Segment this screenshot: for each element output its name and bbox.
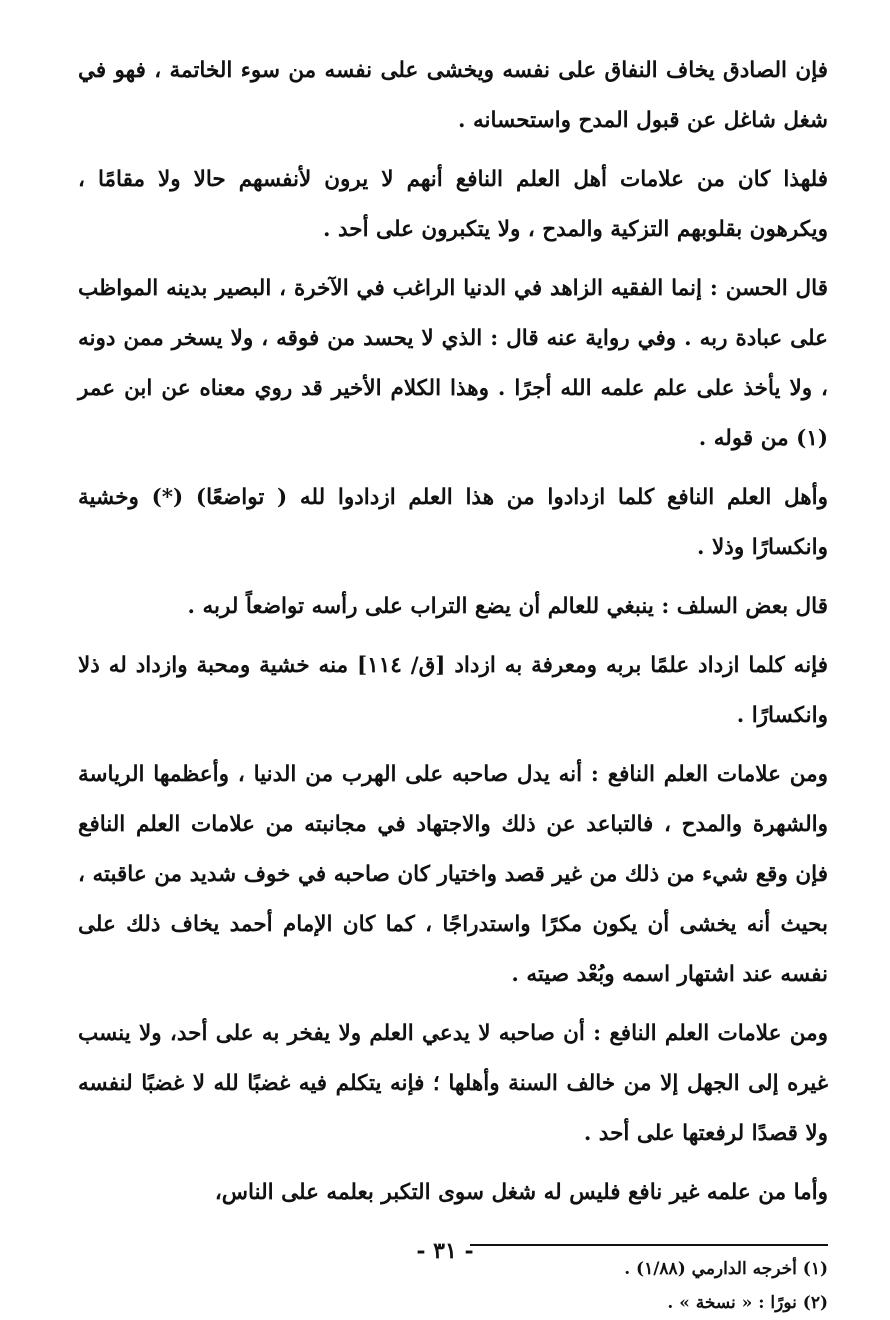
paragraph-6: فإنه كلما ازداد علمًا بربه ومعرفة به ازداد [ق/ ١١٤] منه خشية ومحبة وازداد له ذلا وانكسارًا . <box>78 653 829 728</box>
paragraph-7: ومن علامات العلم النافع : أنه يدل صاحبه على الهرب من الدنيا ، وأعظمها الرياسة والشهرة والمدح ، فالتباعد عن ذلك والاجتهاد في مجانبته من علامات العلم النافع فإن وقع شيء من ذلك من غير قصد واختيار كان صاحبه في خوف شديد من عاقبته ، بحيث أنه يخشى أن يكون مكرًا واستدراجًا ، كما كان الإمام أحمد يخاف ذلك على نفسه عند اشتهار اسمه وبُعْد صيته . <box>78 762 828 987</box>
paragraph-9: وأما من علمه غير نافع فليس له شغل سوى التكبر بعلمه على الناس، <box>214 1180 828 1205</box>
paragraph-5: قال بعض السلف : ينبغي للعالم أن يضع التراب على رأسه تواضعاً لربه . <box>187 594 828 619</box>
paragraph-2: فلهذا كان من علامات أهل العلم النافع أنهم لا يرون لأنفسهم حالا ولا مقامًا ، ويكرهون بقلوبهم التزكية والمدح ، ولا يتكبرون على أحد . <box>78 167 828 242</box>
paragraph-3: قال الحسن : إنما الفقيه الزاهد في الدنيا الراغب في الآخرة ، البصير بدينه المواظب على عبادة ربه . وفي رواية عنه قال : الذي لا يحسد من فوقه ، ولا يسخر ممن دونه ، ولا يأخذ على علم علمه الله أجرًا . وهذا الكلام الأخير قد روي معناه عن ابن عمر (١) من قوله . <box>78 276 828 451</box>
paragraph-4: وأهل العلم النافع كلما ازدادوا من هذا العلم ازدادوا لله ( تواضعًا) (*) وخشية وانكسارًا وذلا . <box>78 485 828 560</box>
footnote-2: (٢) نورًا : « نسخة » . <box>667 1293 828 1313</box>
paragraph-1: فإن الصادق يخاف النفاق على نفسه ويخشى على نفسه من سوء الخاتمة ، فهو في شغل شاغل عن قبول المدح واستحسانه . <box>78 58 828 133</box>
paragraph-8: ومن علامات العلم النافع : أن صاحبه لا يدعي العلم ولا يفخر به على أحد، ولا ينسب غيره إلى الجهل إلا من خالف السنة وأهلها ؛ فإنه يتكلم فيه غضبًا لله لا غضبًا لنفسه ولا قصدًا لرفعتها على أحد . <box>78 1021 828 1146</box>
body-text <box>78 46 828 1218</box>
footnote-1: (١) أخرجه الدارمي (١/٨٨) . <box>624 1259 828 1279</box>
page-number: - ٣١ - <box>416 1238 474 1264</box>
